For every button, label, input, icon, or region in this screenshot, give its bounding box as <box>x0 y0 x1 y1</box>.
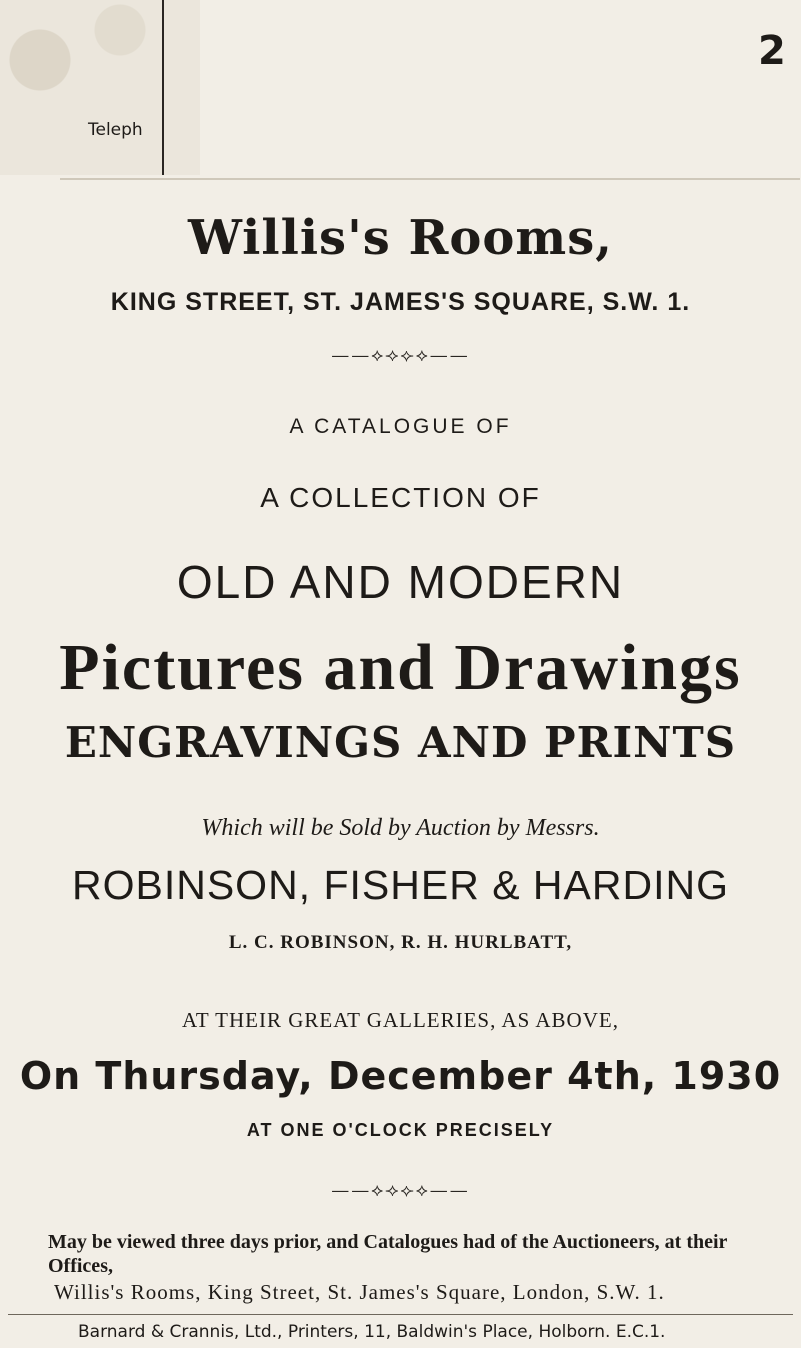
corner-illustration <box>0 0 200 175</box>
viewing-note: May be viewed three days prior, and Catalogues had of the Auctioneers, at their Offices, <box>48 1231 728 1277</box>
top-rule <box>60 178 800 180</box>
sold-by-line: Which will be Sold by Auction by Messrs. <box>201 815 600 841</box>
old-modern-heading: OLD AND MODERN <box>176 556 625 608</box>
galleries-line: AT THEIR GREAT GALLERIES, AS ABOVE, <box>182 1008 619 1032</box>
telephone-label: Teleph <box>88 120 143 140</box>
catalogue-heading: A CATALOGUE OF <box>289 415 512 438</box>
page-number: 2 <box>758 28 786 74</box>
engravings-prints-heading: ENGRAVINGS AND PRINTS <box>64 718 737 767</box>
partners-line: L. C. ROBINSON, R. H. HURLBATT, <box>228 932 573 953</box>
venue-address: KING STREET, ST. JAMES'S SQUARE, S.W. 1. <box>110 288 691 316</box>
auctioneer-firm: ROBINSON, FISHER & HARDING <box>71 862 729 908</box>
collection-heading: A COLLECTION OF <box>260 482 541 513</box>
printers-imprint: Barnard & Crannis, Ltd., Printers, 11, Baldwin's Place, Holborn. E.C.1. <box>78 1322 666 1342</box>
ornament-divider: ——⟡⟢⟣⟡—— <box>331 345 470 366</box>
footer-rule <box>8 1314 793 1315</box>
corner-border-line <box>162 0 164 175</box>
auction-time: AT ONE O'CLOCK PRECISELY <box>246 1120 555 1140</box>
auction-date: On Thursday, December 4th, 1930 <box>19 1054 782 1098</box>
pictures-drawings-heading: Pictures and Drawings <box>59 631 742 704</box>
offices-address: Willis's Rooms, King Street, St. James's Square, London, S.W. 1. <box>54 1280 665 1304</box>
venue-title: Willis's Rooms, <box>188 210 613 266</box>
ornament-divider-2: ——⟡⟢⟣⟡—— <box>331 1180 470 1201</box>
